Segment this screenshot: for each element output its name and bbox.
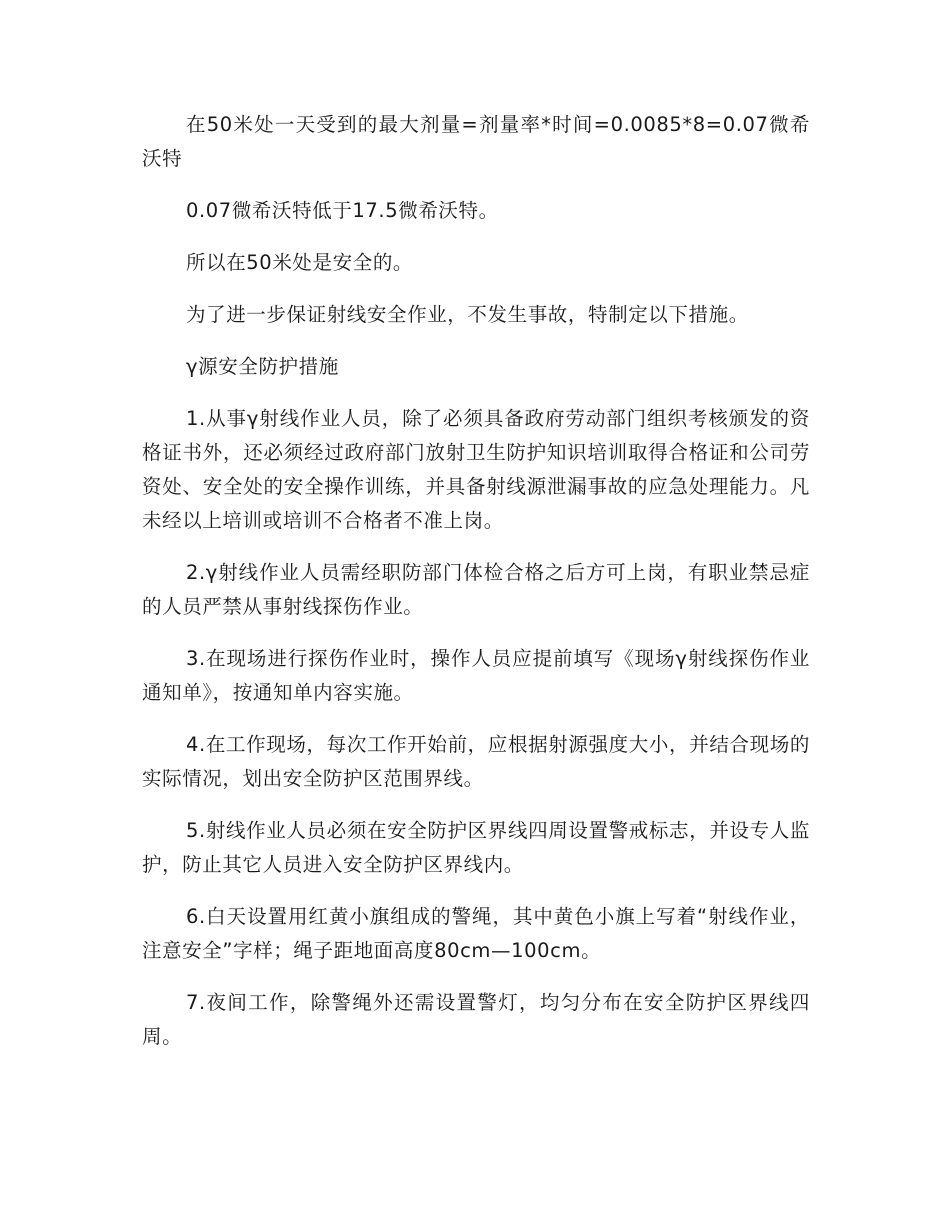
- measure-item-6: 6.白天设置用红黄小旗组成的警绳，其中黄色小旗上写着“射线作业，注意安全”字样；绳子距地面高度80cm—100cm。: [142, 905, 810, 962]
- section-heading-gamma-protection: γ源安全防护措施: [186, 355, 339, 378]
- measure-item-2: 2.γ射线作业人员需经职防部门体检合格之后方可上岗，有职业禁忌症的人员严禁从事射线探伤作业。: [142, 561, 810, 618]
- measure-item-1: 1.从事γ射线作业人员，除了必须具备政府劳动部门组织考核颁发的资格证书外，还必须经过政府部门放射卫生防护知识培训取得合格证和公司劳资处、安全处的安全操作训练，并具备射线源泄漏事故的应急处理能力。凡未经以上培训或培训不合格者不准上岗。: [142, 407, 810, 532]
- paragraph-dose-comparison: 0.07微希沃特低于17.5微希沃特。: [186, 199, 499, 222]
- paragraph-dose-calculation: 在50米处一天受到的最大剂量=剂量率*时间=0.0085*8=0.07微希沃特: [142, 113, 810, 170]
- paragraph-measures-intro: 为了进一步保证射线安全作业，不发生事故，特制定以下措施。: [186, 303, 749, 326]
- measure-item-4: 4.在工作现场，每次工作开始前，应根据射源强度大小，并结合现场的实际情况，划出安全防护区范围界线。: [142, 733, 810, 790]
- measure-item-3: 3.在现场进行探伤作业时，操作人员应提前填写《现场γ射线探伤作业通知单》，按通知单内容实施。: [142, 647, 810, 704]
- measure-item-5: 5.射线作业人员必须在安全防护区界线四周设置警戒标志，并设专人监护，防止其它人员进入安全防护区界线内。: [142, 819, 810, 876]
- paragraph-safety-conclusion: 所以在50米处是安全的。: [186, 251, 414, 274]
- document-body: [142, 108, 810, 1072]
- measure-item-7: 7.夜间工作，除警绳外还需设置警灯，均匀分布在安全防护区界线四周。: [142, 991, 810, 1048]
